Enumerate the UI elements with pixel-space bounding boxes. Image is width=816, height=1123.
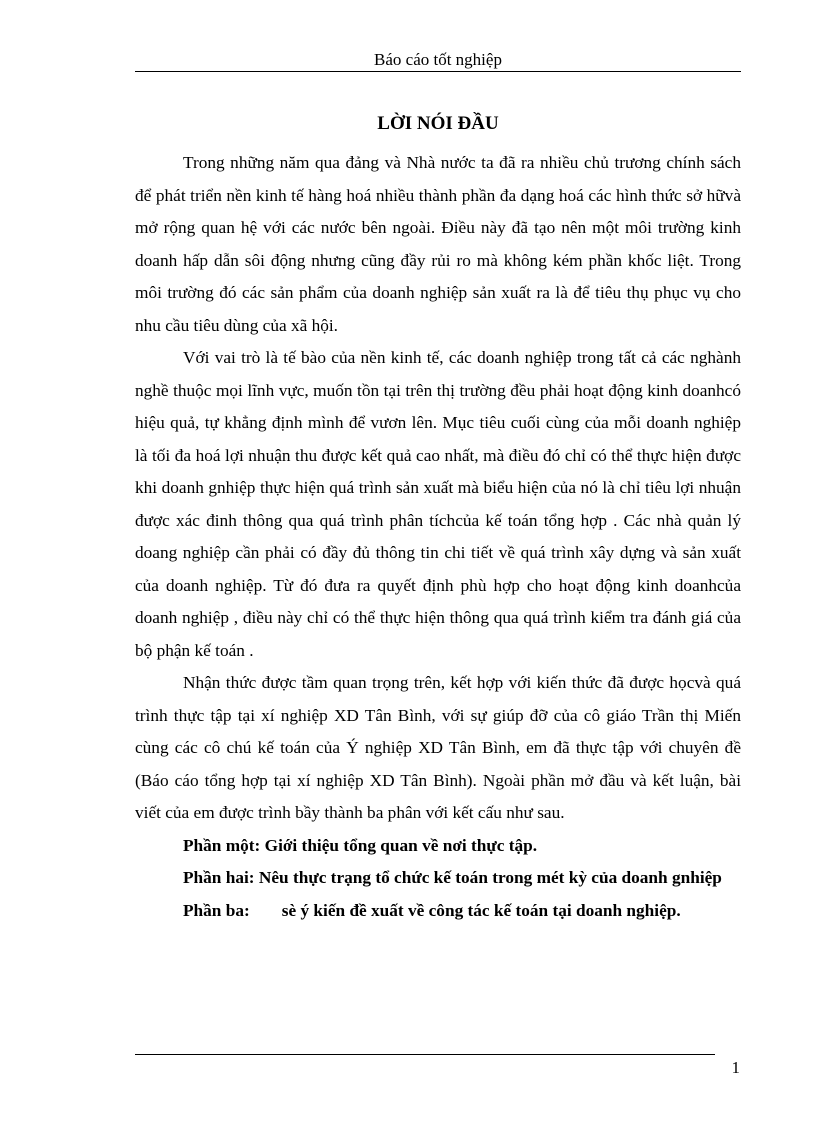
part-one bbox=[135, 830, 741, 863]
part-two-text: Nêu thực trạng tổ chức kế toán trong mét kỳ của doanh gnhiệp bbox=[258, 868, 722, 887]
page-title: LỜI NÓI ĐẦU bbox=[377, 113, 499, 134]
paragraph-intro: Trong những năm qua đảng và Nhà nước ta đã ra nhiều chủ trương chính sách để phát triển nền kinh tế hàng hoá nhiều thành phần đa dạng hoá các hình thức sở hữvà mở rộng quan hệ với các nước bên ngoài. Điều này đã tạo nên một môi trường kinh doanh hấp dẫn sôi động nhưng cũng đầy rủi ro mà không kém phần khốc liệt. Trong môi trường đó các sản phẩm của doanh nghiệp sản xuất ra là để tiêu thụ phục vụ cho nhu cầu tiêu dùng của xã hội. bbox=[135, 153, 741, 335]
part-three bbox=[135, 895, 741, 928]
part-three-text: sè ý kiến đề xuất về công tác kế toán tại doanh nghiệp. bbox=[281, 900, 681, 920]
page-number: 1 bbox=[731, 1058, 740, 1077]
running-header: Báo cáo tốt nghiệp bbox=[374, 50, 502, 69]
part-one-text: Giới thiệu tổng quan về nơi thực tập. bbox=[264, 835, 538, 855]
paragraph-role: Với vai trò là tế bào của nền kinh tế, các doanh nghiệp trong tất cả các nghành nghề thuộc mọi lĩnh vực, muốn tồn tại trên thị trường đều phải hoạt động kinh doanhcó hiệu quả, tự khẳng định mình để vươn lên. Mục tiêu cuối cùng của mỗi doanh nghiệp là tối đa hoá lợi nhuận thu được kết quả cao nhất, mà điều đó chỉ có thể thực hiện được khi doanh gnhiệp thực hiện quá trình sản xuất mà biểu hiện của nó là chỉ tiêu lợi nhuận được xác đinh thông qua quá trình phân tíchcủa kế toán tổng hợp . Các nhà quản lý doang nghiệp cần phải có đầy đủ thông tin chi tiết về quá trình xây dựng và sản xuất của doanh nghiệp. Từ đó đưa ra quyết định phù hợp cho hoạt động kinh doanhcủa doanh nghiệp , điều này chỉ có thể thực hiện thông qua quá trình kiểm tra đánh giá của bộ phận kế toán . bbox=[135, 348, 741, 660]
page-body bbox=[135, 108, 741, 927]
part-three-label: Phần ba: bbox=[183, 900, 250, 920]
part-two bbox=[135, 862, 741, 895]
footer-divider bbox=[135, 1054, 715, 1055]
part-one-label: Phần một: bbox=[183, 835, 261, 855]
paragraph-awareness: Nhận thức được tầm quan trọng trên, kết hợp với kiến thức đã được họcvà quá trình thực tập tại xí nghiệp XD Tân Bình, với sự giúp đỡ của cô giáo Trần thị Miến cùng các cô chú kế toán của Ý nghiệp XD Tân Bình, em đã thực tập với chuyên đề (Báo cáo tổng hợp tại xí nghiệp XD Tân Bình). Ngoài phần mở đầu và kết luận, bài viết của em được trình bầy thành ba phân với kết cấu như sau. bbox=[135, 673, 741, 822]
header-divider bbox=[135, 71, 741, 72]
part-two-label: Phần hai: bbox=[183, 868, 255, 887]
